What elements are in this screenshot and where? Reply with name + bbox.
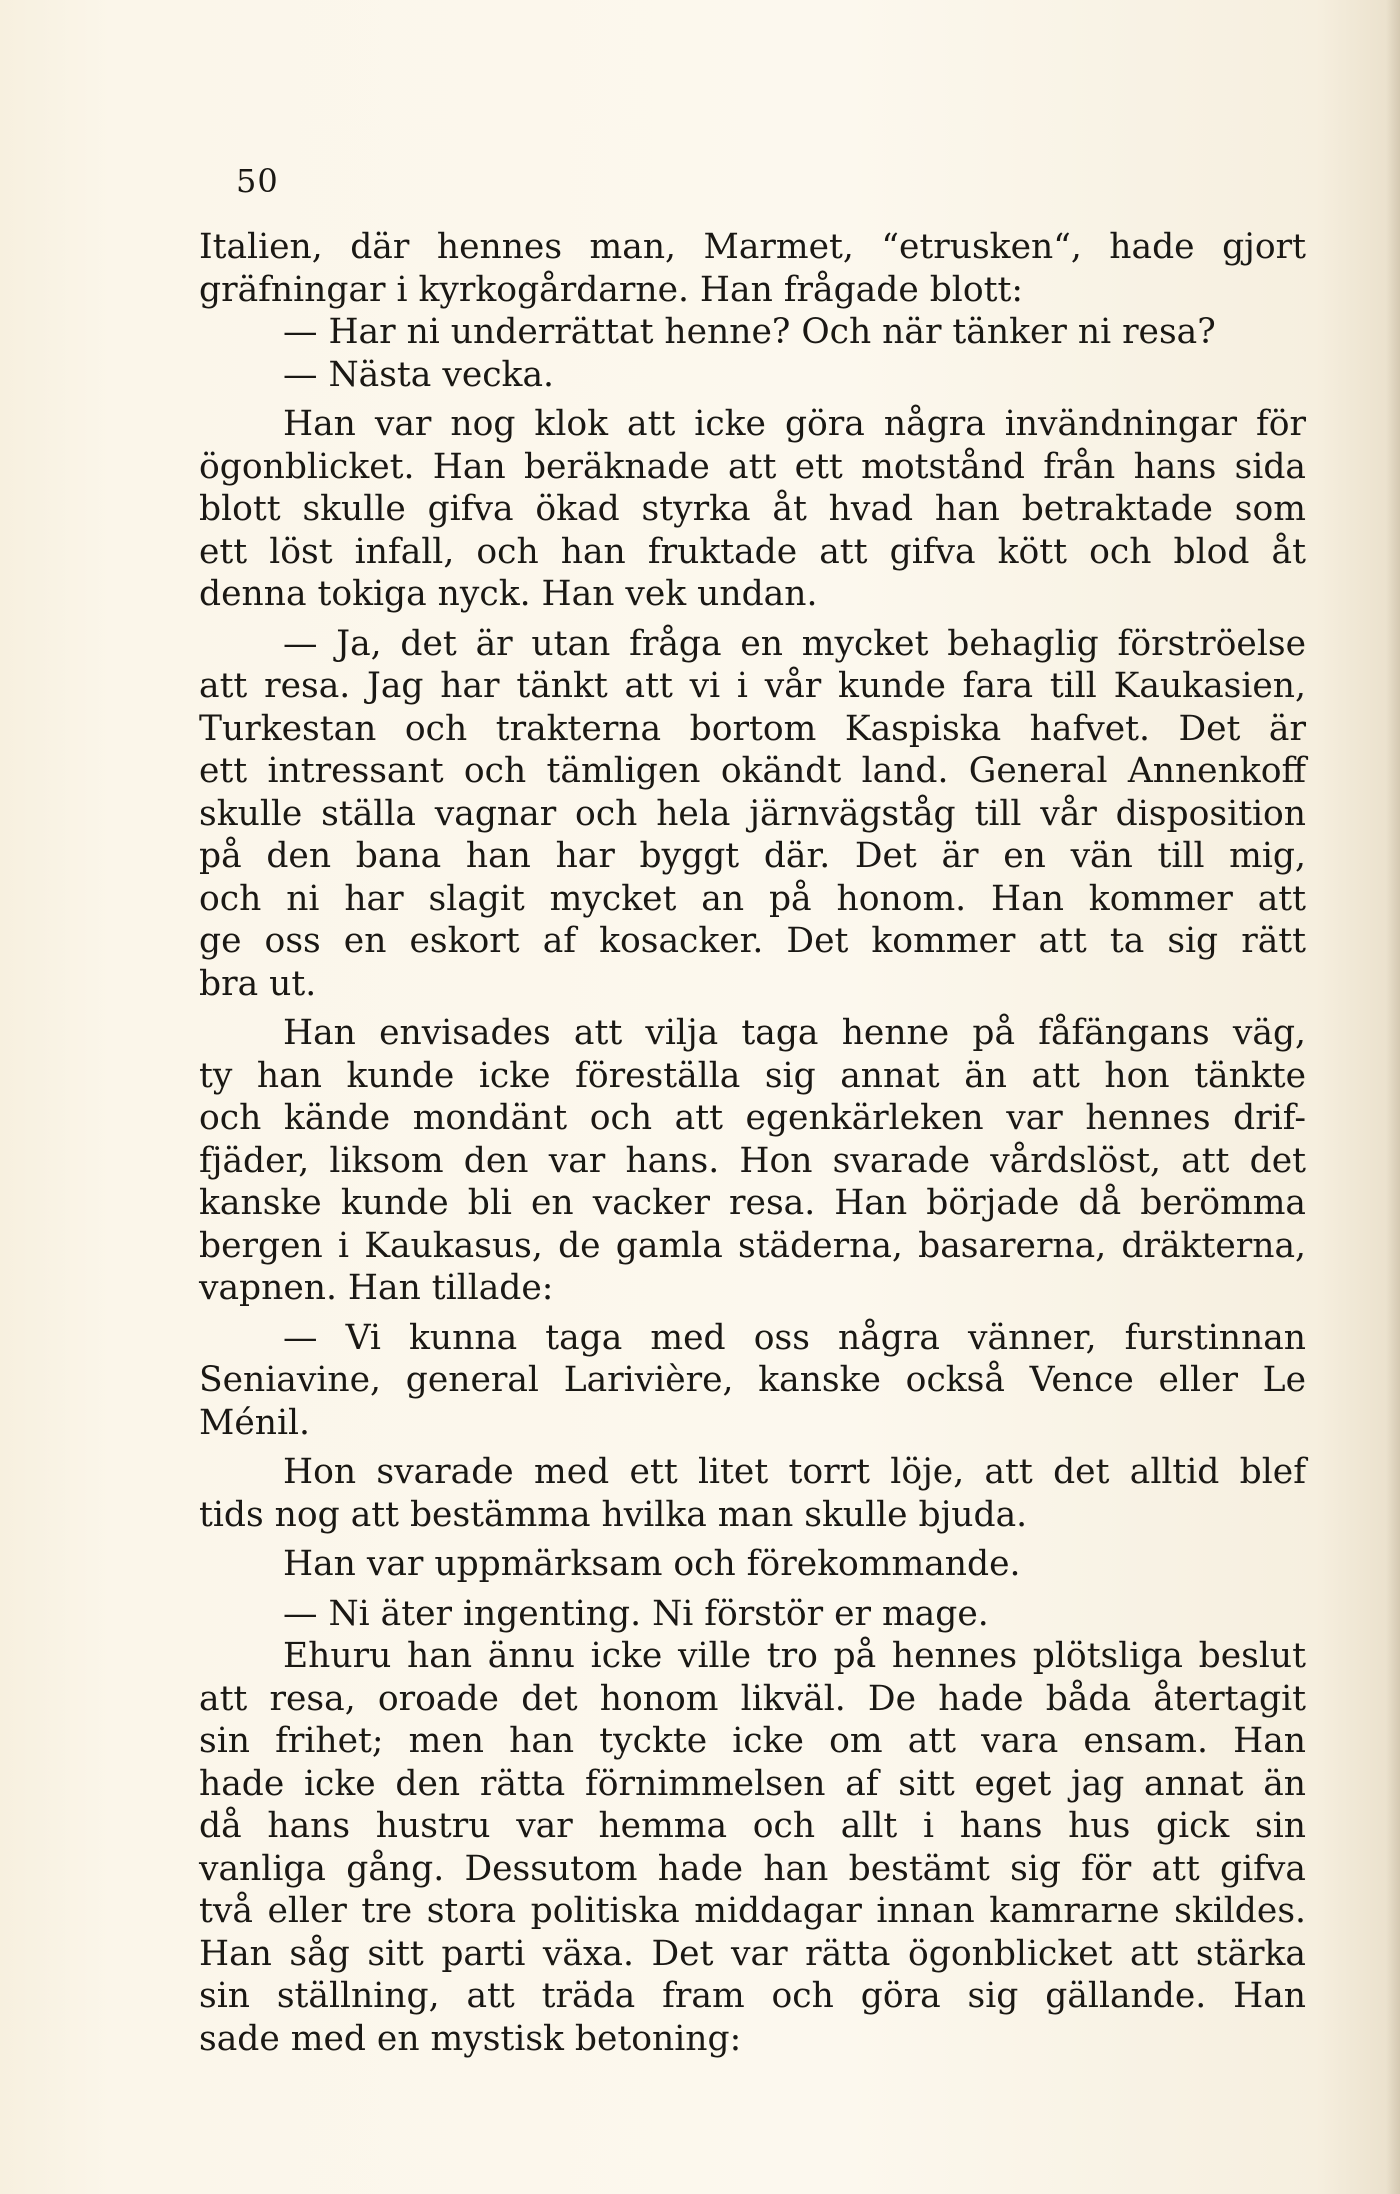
text-line: ty han kunde icke föreställa sig annat än att hon tänkte bbox=[199, 1055, 1306, 1096]
text-line: Turkestan och trakterna bortom Kaspiska hafvet. Det är bbox=[199, 708, 1306, 749]
dialogue-line: — Nästa vecka. bbox=[283, 354, 554, 395]
text-line: ögonblicket. Han beräknade att ett motstånd från hans sida bbox=[199, 446, 1306, 487]
text-line: ett intressant och tämligen okändt land. General Annenkoff bbox=[199, 751, 1306, 791]
dialogue-line: — Vi kunna taga med oss några vänner, furstinnan bbox=[283, 1317, 1306, 1358]
dialogue-line: — Har ni underrättat henne? Och när tänker ni resa? bbox=[283, 312, 1216, 352]
text-line: gräfningar i kyrkogårdarne. Han frågade blott: bbox=[199, 269, 1023, 310]
text-line: Han såg sitt parti växa. Det var rätta ögonblicket att stärka bbox=[199, 1933, 1306, 1974]
text-line: vanliga gång. Dessutom hade han bestämt sig för att gifva bbox=[199, 1848, 1306, 1889]
text-line: och kände mondänt och att egenkärleken var hennes drif- bbox=[199, 1098, 1306, 1138]
text-line: Seniavine, general Larivière, kanske också Vence eller Le bbox=[199, 1360, 1306, 1400]
paragraph-start: Han envisades att vilja taga henne på fåfängans väg, bbox=[283, 1013, 1306, 1053]
page-number: 50 bbox=[236, 162, 279, 200]
text-line: Ménil. bbox=[199, 1402, 310, 1443]
text-line: Italien, där hennes man, Marmet, “etrusken“, hade gjort bbox=[199, 227, 1306, 267]
paragraph-start: Han var uppmärksam och förekommande. bbox=[283, 1544, 1021, 1584]
text-line: att resa, oroade det honom likväl. De hade båda återtagit bbox=[199, 1678, 1306, 1719]
text-line: då hans hustru var hemma och allt i hans hus gick sin bbox=[199, 1806, 1306, 1846]
dialogue-line: — Ja, det är utan fråga en mycket behaglig förströelse bbox=[283, 623, 1306, 664]
text-line: bra ut. bbox=[199, 963, 317, 1004]
text-line: bergen i Kaukasus, de gamla städerna, basarerna, dräkterna, bbox=[199, 1225, 1306, 1266]
text-line: och ni har slagit mycket an på honom. Han kommer att bbox=[199, 878, 1306, 919]
paragraph-start: Ehuru han ännu icke ville tro på hennes plötsliga beslut bbox=[283, 1636, 1306, 1676]
text-line: skulle ställa vagnar och hela järnvägståg till vår disposition bbox=[199, 793, 1306, 834]
text-line: på den bana han har byggt där. Det är en vän till mig, bbox=[199, 836, 1306, 876]
text-line: två eller tre stora politiska middagar innan kamrarne skildes. bbox=[199, 1891, 1306, 1931]
paragraph-start: Hon svarade med ett litet torrt löje, att det alltid blef bbox=[283, 1452, 1306, 1492]
text-line: vapnen. Han tillade: bbox=[199, 1268, 554, 1308]
text-line: ett löst infall, och han fruktade att gifva kött och blod åt bbox=[199, 531, 1306, 572]
text-line: hade icke den rätta förnimmelsen af sitt eget jag annat än bbox=[199, 1763, 1306, 1804]
text-line: tids nog att bestämma hvilka man skulle bjuda. bbox=[199, 1494, 1028, 1535]
text-line: blott skulle gifva ökad styrka åt hvad han betraktade som bbox=[199, 489, 1306, 529]
text-line: denna tokiga nyck. Han vek undan. bbox=[199, 574, 818, 614]
text-line: fjäder, liksom den var hans. Hon svarade vårdslöst, att det bbox=[199, 1140, 1306, 1181]
text-line: sade med en mystisk betoning: bbox=[199, 2018, 742, 2059]
paragraph-start: Han var nog klok att icke göra några invändningar för bbox=[283, 404, 1306, 444]
text-line: sin ställning, att träda fram och göra sig gällande. Han bbox=[199, 1976, 1306, 2016]
text-line: kanske kunde bli en vacker resa. Han började då berömma bbox=[199, 1183, 1306, 1223]
text-line: sin frihet; men han tyckte icke om att vara ensam. Han bbox=[199, 1721, 1306, 1761]
page-edge-shadow bbox=[1386, 0, 1400, 2194]
text-line: att resa. Jag har tänkt att vi i vår kunde fara till Kaukasien, bbox=[199, 666, 1306, 706]
body-text bbox=[199, 226, 1306, 2060]
text-line: ge oss en eskort af kosacker. Det kommer att ta sig rätt bbox=[199, 921, 1306, 961]
dialogue-line: — Ni äter ingenting. Ni förstör er mage. bbox=[283, 1593, 989, 1634]
